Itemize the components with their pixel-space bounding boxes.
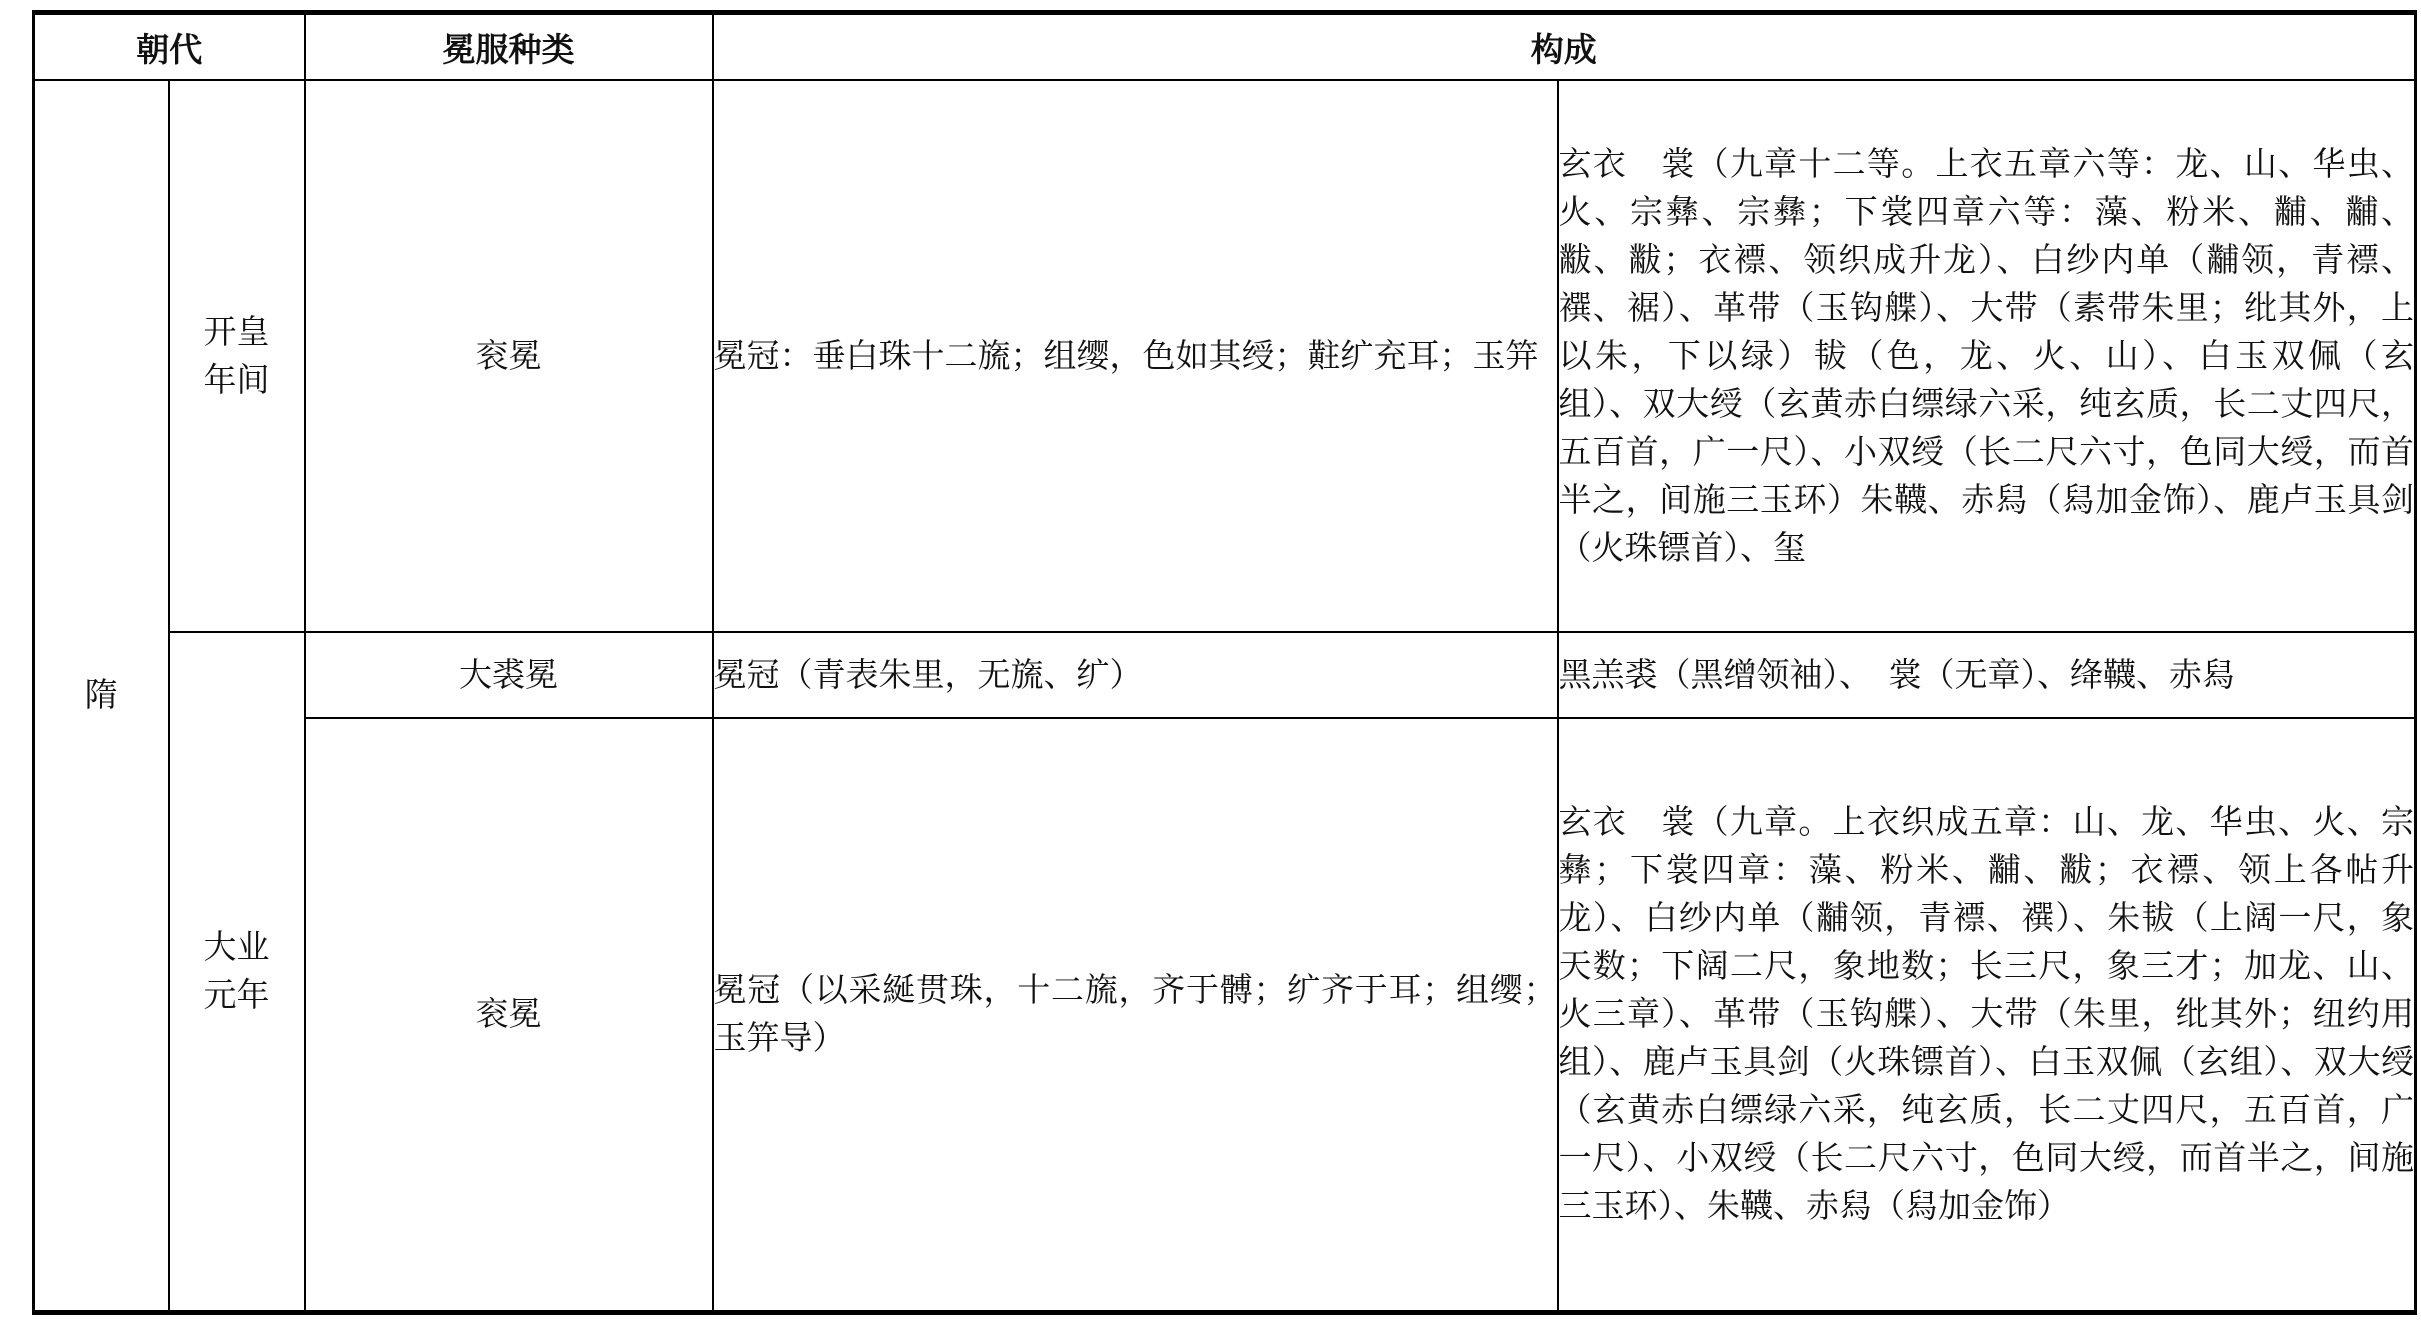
dynasty-cell: 隋 [34, 80, 169, 1312]
period-line: 大业 [203, 927, 270, 967]
mianfu-table [32, 10, 2417, 1315]
table-row [34, 632, 2416, 718]
header-composition: 构成 [713, 13, 2416, 81]
type-cell: 衮冕 [305, 718, 713, 1312]
period-cell-kaihuang [169, 80, 305, 632]
header-dynasty: 朝代 [34, 13, 305, 81]
attire-cell: 黑羔裘（黑缯领袖）、 裳（无章）、绛韈、赤舄 [1558, 632, 2416, 718]
period-line: 年间 [203, 360, 270, 399]
table-row [34, 718, 2416, 1312]
header-row [34, 13, 2416, 81]
attire-cell: 玄衣 裳（九章。上衣织成五章：山、龙、华虫、火、宗彝；下裳四章：藻、粉米、黼、黻；衣褾、领上各帖升龙）、白纱内单（黼领，青褾、襈）、朱韨（上阔一尺，象天数；下阔二尺，象地数；长三尺，象三才；加龙、山、火三章）、革带（玉钩艓）、大带（朱里，纰其外；纽约用组）、鹿卢玉具剑（火珠镖首）、白玉双佩（玄组）、双大绶（玄黄赤白缥绿六采，纯玄质，长二丈四尺，五百首，广一尺）、小双绶（长二尺六寸，色同大绶，而首半之，间施三玉环）、朱韈、赤舄（舄加金饰） [1558, 718, 2416, 1312]
crown-cell: 冕冠：垂白珠十二旒；组缨，色如其绶；黈纩充耳；玉笄 [713, 80, 1558, 632]
period-line: 元年 [203, 975, 270, 1015]
header-type: 冕服种类 [305, 13, 713, 81]
type-cell: 衮冕 [305, 80, 713, 632]
cropped-text-strip [0, 1318, 2421, 1336]
crown-cell: 冕冠（以采綖贯珠，十二旒，齐于髆；纩齐于耳；组缨；玉笄导） [713, 718, 1558, 1312]
attire-cell: 玄衣 裳（九章十二等。上衣五章六等：龙、山、华虫、火、宗彝、宗彝；下裳四章六等：藻、粉米、黼、黼、黻、黻；衣褾、领织成升龙）、白纱内单（黼领，青褾、襈、裾）、革带（玉钩艓）、大带（素带朱里；纰其外，上以朱，下以绿）韨（色，龙、火、山）、白玉双佩（玄组）、双大绶（玄黄赤白缥绿六采，纯玄质，长二丈四尺，五百首，广一尺）、小双绶（长二尺六寸，色同大绶，而首半之，间施三玉环）朱韈、赤舄（舄加金饰）、鹿卢玉具剑（火珠镖首）、玺 [1558, 80, 2416, 632]
period-line: 开皇 [203, 312, 270, 351]
crown-cell: 冕冠（青表朱里，无旒、纩） [713, 632, 1558, 718]
table-row [34, 80, 2416, 632]
type-cell: 大裘冕 [305, 632, 713, 718]
period-cell-daye [169, 632, 305, 1312]
